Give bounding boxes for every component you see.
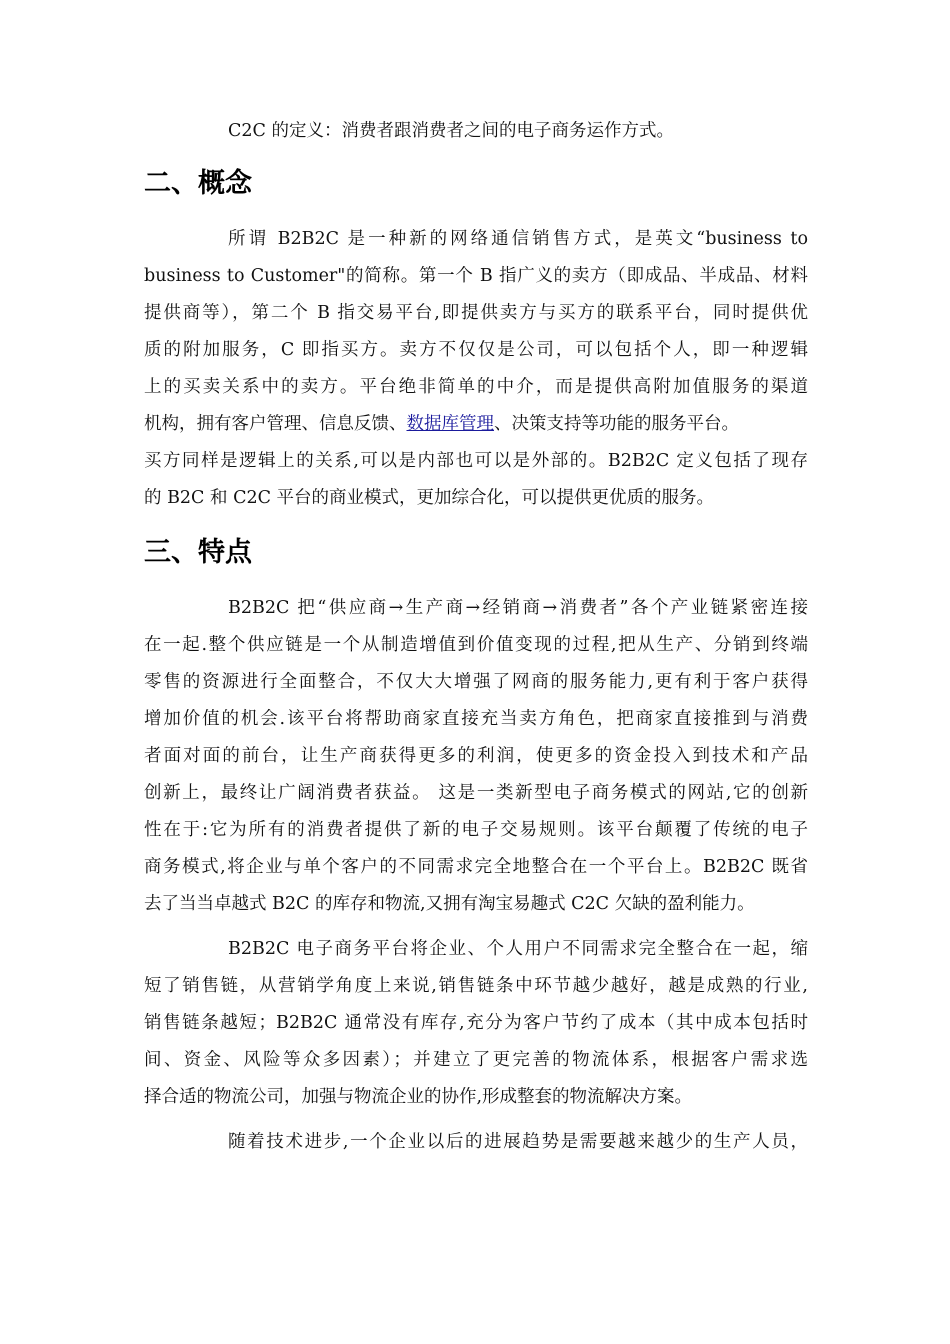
paragraph-line: B2B2C 把“供应商→生产商→经销商→消费者”各个产业链紧密连接 — [228, 598, 808, 618]
paragraph-line: 上的买卖关系中的卖方。平台绝非简单的中介，而是提供高附加值服务的渠道 — [144, 377, 808, 397]
paragraph-line: 去了当当卓越式 B2C 的库存和物流,又拥有淘宝易趣式 C2C 欠缺的盈利能力。 — [144, 894, 755, 914]
c2c-definition-line: C2C 的定义：消费者跟消费者之间的电子商务运作方式。 — [228, 121, 674, 141]
paragraph-text: 机构，拥有客户管理、信息反馈、 — [144, 414, 407, 434]
document-body — [144, 113, 808, 1161]
paragraph-line: 择合适的物流公司，加强与物流企业的协作,形成整套的物流解决方案。 — [144, 1087, 693, 1107]
paragraph-line: B2B2C 电子商务平台将企业、个人用户不同需求完全整合在一起，缩 — [228, 939, 808, 959]
section-heading-concept: 二、概念 — [144, 168, 252, 199]
paragraph-line: 间、资金、风险等众多因素）；并建立了更完善的物流体系，根据客户需求选 — [144, 1050, 808, 1070]
paragraph-line: 创新上，最终让广阔消费者获益。 这是一类新型电子商务模式的网站,它的创新 — [144, 783, 808, 803]
section-heading-features: 三、特点 — [144, 537, 252, 568]
paragraph-line: 零售的资源进行全面整合，不仅大大增强了网商的服务能力,更有利于客户获得 — [144, 672, 808, 692]
paragraph-line: 商务模式,将企业与单个客户的不同需求完全地整合在一个平台上。B2B2C 既省 — [144, 857, 808, 877]
database-management-link[interactable]: 数据库管理 — [406, 414, 494, 434]
paragraph-line: 短了销售链，从营销学角度上来说,销售链条中环节越少越好，越是成熟的行业, — [144, 976, 808, 996]
paragraph-line: 所谓 B2B2C 是一种新的网络通信销售方式，是英文“business to — [228, 229, 808, 249]
paragraph-line — [144, 406, 808, 443]
paragraph-line: 在一起.整个供应链是一个从制造增值到价值变现的过程,把从生产、分销到终端 — [144, 635, 808, 655]
paragraph-spacer — [144, 923, 808, 931]
concept-paragraph — [144, 221, 808, 517]
paragraph-line: 提供商等），第二个 B 指交易平台,即提供卖方与买方的联系平台，同时提供优 — [144, 303, 808, 323]
paragraph-line: 质的附加服务，C 即指买方。卖方不仅仅是公司，可以包括个人，即一种逻辑 — [144, 340, 808, 360]
features-paragraph-2 — [144, 931, 808, 1116]
paragraph-line: 者面对面的前台，让生产商获得更多的利润，使更多的资金投入到技术和产品 — [144, 746, 808, 766]
paragraph-line: 的 B2C 和 C2C 平台的商业模式，更加综合化，可以提供更优质的服务。 — [144, 488, 715, 508]
paragraph-line: 增加价值的机会.该平台将帮助商家直接充当卖方角色，把商家直接推到与消费 — [144, 709, 808, 729]
features-paragraph-3 — [144, 1124, 808, 1161]
paragraph-line: 买方同样是逻辑上的关系,可以是内部也可以是外部的。B2B2C 定义包括了现存 — [144, 451, 808, 471]
features-paragraph-1 — [144, 590, 808, 923]
paragraph-line: 性在于:它为所有的消费者提供了新的电子交易规则。该平台颠覆了传统的电子 — [144, 820, 808, 840]
paragraph-line: 销售链条越短；B2B2C 通常没有库存,充分为客户节约了成本（其中成本包括时 — [144, 1013, 808, 1033]
paragraph-line: business to Customer"的简称。第一个 B 指广义的卖方（即成品、半成品、材料 — [144, 266, 808, 286]
paragraph-spacer — [144, 1116, 808, 1124]
paragraph-line: 随着技术进步,一个企业以后的进展趋势是需要越来越少的生产人员， — [228, 1132, 808, 1152]
paragraph-text: 、决策支持等功能的服务平台。 — [494, 414, 739, 434]
